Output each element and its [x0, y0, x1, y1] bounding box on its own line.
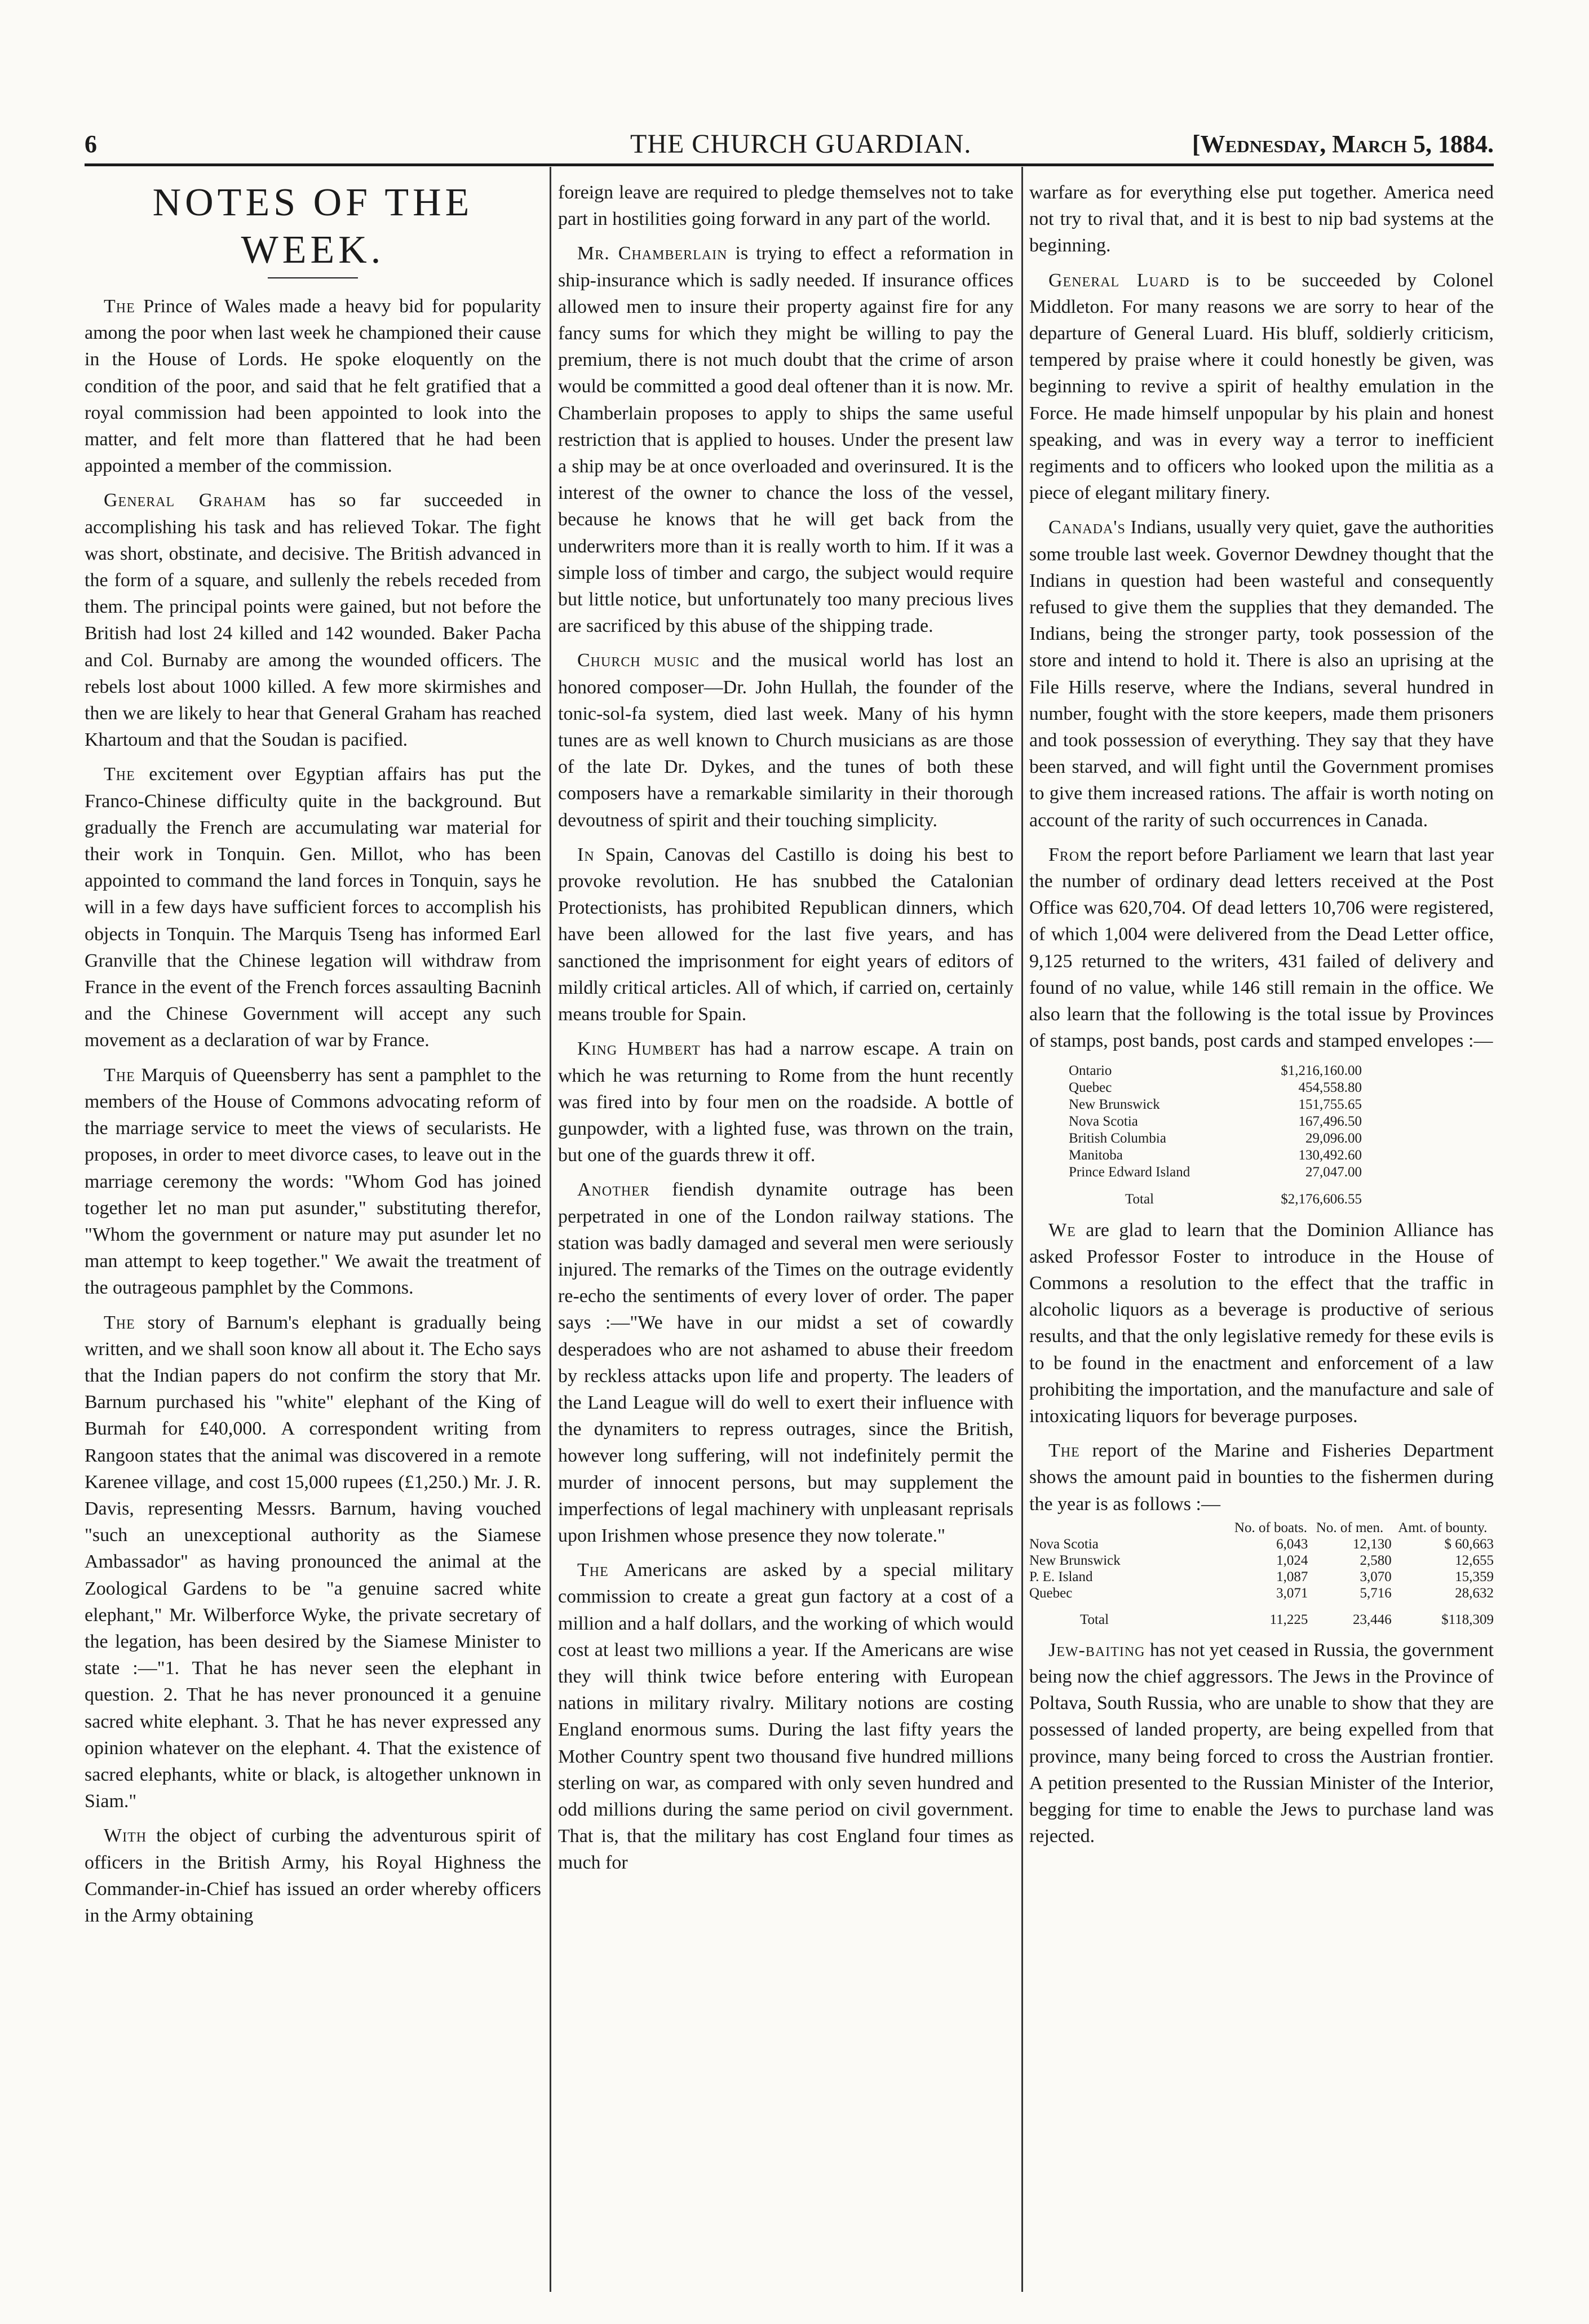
table-row [1069, 1147, 1362, 1164]
lead-word: The [1048, 1440, 1080, 1462]
paragraph-text: foreign leave are required to pledge themselves not to take part in hostilities going forward in any part of the world. [558, 182, 1013, 230]
table-row [1069, 1096, 1362, 1113]
article-paragraph [558, 1035, 1013, 1168]
paragraph-text: has so far succeeded in accomplishing his task and has relieved Tokar. The fight was short, obstinate, and decisive. The British advanced in the form of a square, and sullenly the rebels receded from them. The principal points were gained, but not before the British had lost 24 killed and 142 wounded. Baker Pacha and Col. Burnaby are among the wounded officers. The rebels lost about 1000 killed. A few more skirmishes and then we are likely to hear that General Graham has reached Khartoum and that the Soudan is pacified. [85, 490, 541, 751]
table-row [1069, 1164, 1362, 1181]
men-cell: 3,070 [1360, 1569, 1392, 1584]
article-paragraph [1029, 1637, 1494, 1850]
lead-word: The [104, 764, 135, 785]
paragraph-text: are glad to learn that the Dominion Alliance has asked Professor Foster to introduce in the House of Commons a resolution to the effect that the traffic in alcoholic liquors as a beverage is productive of serious results, and that the only legislative remedy for these evils is to be found in the enactment and enforcement of a law prohibiting the importation, and the manufacture and sale of intoxicating liquors for beverage purposes. [1029, 1219, 1494, 1427]
article-paragraph [558, 647, 1013, 833]
lead-word: General Luard [1048, 269, 1190, 291]
article-paragraph [1029, 267, 1494, 507]
amount-cell: $1,216,160.00 [1281, 1063, 1362, 1078]
total-row [1029, 1601, 1494, 1628]
men-total: 23,446 [1352, 1612, 1392, 1627]
column-2 [558, 179, 1013, 2299]
boats-cell: 3,071 [1276, 1585, 1308, 1601]
article-paragraph [1029, 514, 1494, 833]
paragraph-text: fiendish dynamite outrage has been perpetrated in one of the London railway stations. The station was badly damaged and several men were seriously injured. The remarks of the Times on the outrage evidently re-echo the sentiments of every lover of order. The paper says :—"We have in our midst a set of cowardly desperadoes who are not ashamed to abuse their freedom by reckless attacks upon life and property. The leaders of the Land League will do well to exert their influence with the dynamiters to repress outrages, since the British, however long suffering, will not indefinitely permit the murder of innocent persons, but may supplement the imperfections of legal machinery with unpleasant reprisals upon Irishmen whose presence they now tolerate." [558, 1179, 1013, 1546]
table-row [1069, 1063, 1362, 1079]
amount-cell: 151,755.65 [1298, 1096, 1362, 1112]
column-header: No. of boats. [1234, 1520, 1308, 1535]
article-paragraph [85, 1822, 541, 1929]
boats-cell: 6,043 [1276, 1536, 1308, 1552]
bounty-cell: 12,655 [1455, 1552, 1494, 1568]
column-3 [1029, 179, 1494, 2299]
paragraph-text: and the musical world has lost an honored composer—Dr. John Hullah, the founder of the tonic-sol-fa system, died last week. Many of his hymn tunes are as well known to Church musicians as are those of the late Dr. Dykes, and the tunes of both these composers have a remarkable similarity in their thorough devoutness of spirit and their touching simplicity. [558, 650, 1013, 831]
table-row [1069, 1113, 1362, 1130]
column-rule [1021, 167, 1023, 2292]
paragraph-text: excitement over Egyptian affairs has put the Franco-Chinese difficulty quite in the background. But gradually the French are accumulating war material for their work in Tonquin. Gen. Millot, who has been appointed to command the land forces in Tonquin, says he will in a few days have sufficient forces to accomplish his objects in Tonquin. The Marquis Tseng has informed Earl Granville that the Chinese legation will withdraw from France in the event of the French forces assaulting Bacninh and the Chinese Government will accept any such movement as a declaration of war by France. [85, 764, 541, 1051]
lead-word: The [104, 296, 135, 317]
article-paragraph [1029, 1437, 1494, 1517]
article-paragraph [1029, 842, 1494, 1055]
article-paragraph [85, 761, 541, 1053]
lead-word: From [1048, 844, 1092, 865]
province-cell: British Columbia [1069, 1130, 1166, 1146]
amount-cell: 130,492.60 [1298, 1147, 1362, 1163]
province-cell: Nova Scotia [1029, 1536, 1099, 1552]
bounty-cell: 28,632 [1455, 1585, 1494, 1601]
lead-word: Jew-baiting [1048, 1639, 1145, 1661]
boats-cell: 1,087 [1276, 1569, 1308, 1584]
province-cell: Prince Edward Island [1069, 1164, 1190, 1180]
province-cell: New Brunswick [1029, 1552, 1121, 1568]
article-paragraph [558, 1176, 1013, 1549]
paragraph-text: the report before Parliament we learn that last year the number of ordinary dead letters received at the Post Office was 620,704. Of dead letters 10,706 were registered, of which 1,004 were delivered from the Dead Letter office, 9,125 returned to the writers, 431 failed of delivery and found of no value, while 146 still remain in the office. We also learn that the following is the total issue by Provinces of stamps, post bands, post cards and stamped envelopes :— [1029, 844, 1494, 1052]
men-cell: 2,580 [1360, 1552, 1392, 1568]
paragraph-text: the object of curbing the adventurous spirit of officers in the British Army, his Royal Highness the Commander-in-Chief has issued an order whereby officers in the Army obtaining [85, 1825, 541, 1926]
column-1 [85, 179, 541, 2299]
boats-total: 11,225 [1269, 1612, 1308, 1627]
page-header [85, 125, 1494, 160]
issue-date: [Wednesday, March 5, 1884. [1192, 130, 1494, 158]
men-cell: 5,716 [1360, 1585, 1392, 1601]
paragraph-text: is trying to effect a reformation in ship-insurance which is sadly needed. If insurance offices allowed men to insure their property against fire for any fancy sums for which they might be willing to pay the premium, there is not much doubt that the crime of arson would be committed a good deal oftener than it is now. Mr. Chamberlain proposes to apply to ships the same useful restriction that is applied to houses. Under the present law a ship may be at once overloaded and overinsured. It is the interest of the owner to chance the loss of the vessel, because he knows that he will get back from the underwriters more than it is really worth to him. If it was a simple loss of timber and cargo, the subject would require but little notice, but unfortunately too many precious lives are sacrificed by this abuse of the shipping trade. [558, 243, 1013, 637]
amount-cell: 27,047.00 [1305, 1164, 1362, 1180]
newspaper-title: THE CHURCH GUARDIAN. [630, 129, 972, 159]
paragraph-text: Americans are asked by a special military commission to create a great gun factory at a cost of a million and a half dollars, and the working of which would cost at least two millions a year. If the Americans are wise they will think twice before entering with European nations in military rivalry. Military notions are costing England enormous sums. During the last fifty years the Mother Country spent two thousand five hundred millions sterling on war, as compared with only seven hundred and odd millions during the same period on civil government. That is, that the military has cost England four times as much for [558, 1560, 1013, 1874]
province-cell: Quebec [1069, 1079, 1112, 1095]
table-row [1029, 1552, 1494, 1569]
article-paragraph [85, 487, 541, 753]
article-paragraph [558, 240, 1013, 639]
paragraph-text: story of Barnum's elephant is gradually being written, and we shall soon know all about it. The Echo says that the Indian papers do not confirm the story that Mr. Barnum purchased his "white" elephant of the King of Burmah for £40,000. A correspondent writing from Rangoon states that the animal was discovered in a remote Karenee village, and cost 15,000 rupees (£1,250.) Mr. J. R. Davis, representing Messrs. Barnum, having vouched "such an unexceptional authority as the Siamese Ambassador" as having pronounced the animal at the Zoological Gardens to be "a genuine sacred white elephant," Mr. Wilberforce Wyke, the private secretary of the legation, has been desired by the Siamese Minister to state :—"1. That he has never seen the elephant in question. 2. That he has never pronounced it a genuine sacred white elephant. 3. That he has never expressed any opinion whatever on the elephant. 4. That the existence of sacred elephants, white or black, is altogether unknown in Siam." [85, 1312, 541, 1812]
paragraph-text: Marquis of Queensberry has sent a pamphlet to the members of the House of Commons advocating reform of the marriage service to meet the views of secularists. He proposes, in order to meet divorce cases, to leave out in the marriage ceremony the words: "Whom God has joined together let no man put asunder," substituting therefor, "Whom the government or nature may put asunder let no man attempt to keep together." We await the treatment of the outrageous pamphlet by the Commons. [85, 1064, 541, 1299]
article-paragraph [1029, 1217, 1494, 1430]
men-cell: 12,130 [1352, 1536, 1392, 1552]
article-paragraph [85, 1309, 541, 1815]
province-cell: Ontario [1069, 1063, 1112, 1078]
province-cell: New Brunswick [1069, 1096, 1160, 1112]
lead-word: General Graham [104, 490, 267, 511]
paragraph-text: Prince of Wales made a heavy bid for popularity among the poor when last week he championed their cause in the House of Lords. He spoke eloquently on the condition of the poor, and said that he felt gratified that a royal commission had been appointed to look into the matter, and felt more than flattered that he had been appointed a member of the commission. [85, 296, 541, 477]
paragraph-text: Spain, Canovas del Castillo is doing his best to provoke revolution. He has snubbed the Catalonian Protectionists, has prohibited Republican dinners, which have been allowed for the last five years, and has sanctioned the imprisonment for eight years of editors of mildly critical articles. All of which, if carried on, certainly means trouble for Spain. [558, 844, 1013, 1025]
lead-word: Another [577, 1179, 650, 1201]
province-cell: Manitoba [1069, 1147, 1123, 1163]
bounty-table [1029, 1520, 1494, 1628]
province-cell: Quebec [1029, 1585, 1073, 1601]
lead-word: Canada's [1048, 517, 1126, 538]
table-row [1029, 1569, 1494, 1585]
lead-word: The [104, 1064, 135, 1086]
stamps-table [1029, 1063, 1494, 1208]
table-row [1029, 1536, 1494, 1552]
header-rule [85, 163, 1494, 166]
article-paragraph [1029, 179, 1494, 259]
table-row [1029, 1585, 1494, 1601]
boats-cell: 1,024 [1276, 1552, 1308, 1568]
bounty-total: $118,309 [1441, 1612, 1494, 1627]
article-paragraph [85, 293, 541, 479]
lead-word: In [577, 844, 595, 865]
paragraph-text: has not yet ceased in Russia, the government being now the chief aggressors. The Jews in the Province of Poltava, South Russia, who are unable to show that they are possessed of landed property, are being expelled from that province, many being forced to cross the Austrian frontier. A petition presented to the Russian Minister of the Interior, begging for time to enable the Jews to purchase land was rejected. [1029, 1639, 1494, 1847]
bounty-cell: 15,359 [1455, 1569, 1494, 1584]
total-row [1069, 1181, 1362, 1208]
article-paragraph [558, 842, 1013, 1028]
lead-word: The [104, 1312, 135, 1333]
column-header: No. of men. [1316, 1520, 1384, 1535]
paragraph-text: report of the Marine and Fisheries Department shows the amount paid in bounties to the fishermen during the year is as follows :— [1029, 1440, 1494, 1515]
amount-cell: 167,496.50 [1298, 1113, 1362, 1129]
title-rule [268, 277, 358, 278]
bounty-cell: $ 60,663 [1444, 1536, 1494, 1552]
province-cell: P. E. Island [1029, 1569, 1093, 1584]
table-row [1069, 1130, 1362, 1147]
article-paragraph [85, 1062, 541, 1302]
province-cell: Nova Scotia [1069, 1113, 1138, 1129]
lead-word: Church music [577, 650, 700, 671]
article-paragraph [558, 179, 1013, 232]
section-title: NOTES OF THE WEEK. [152, 181, 473, 272]
table-header-row [1029, 1520, 1494, 1536]
total-label: Total [1080, 1612, 1109, 1627]
paragraph-text: is to be succeeded by Colonel Middleton. For many reasons we are sorry to hear of the departure of General Luard. His bluff, soldierly criticism, tempered by praise where it could honestly be given, was beginning to revive a spirit of healthy emulation in the Force. He made himself unpopular by his plain and honest speaking, and was in every way a terror to inefficient regiments and to officers who looked upon the militia as a piece of elegant military finery. [1029, 269, 1494, 504]
lead-word: With [104, 1825, 147, 1847]
amount-cell: 29,096.00 [1305, 1130, 1362, 1146]
total-label: Total [1125, 1191, 1154, 1207]
lead-word: The [577, 1560, 609, 1581]
table-row [1069, 1079, 1362, 1096]
lead-word: We [1048, 1219, 1076, 1241]
paragraph-text: warfare as for everything else put together. America need not try to rival that, and it is best to nip bad systems at the beginning. [1029, 182, 1494, 256]
total-amount: $2,176,606.55 [1281, 1191, 1362, 1207]
article-paragraph [558, 1557, 1013, 1876]
column-header: Amt. of bounty. [1398, 1520, 1488, 1535]
lead-word: Mr. Chamberlain [577, 243, 728, 264]
lead-word: King Humbert [577, 1038, 701, 1060]
page-number: 6 [85, 130, 97, 158]
amount-cell: 454,558.80 [1298, 1079, 1362, 1095]
paragraph-text: Indians, usually very quiet, gave the authorities some trouble last week. Governor Dewdney thought that the Indians in question had been wasteful and consequently refused to give them the supplies that they demanded. The Indians, being the stronger party, took possession of the store and intend to hold it. There is also an uprising at the File Hills reserve, where the Indians, several hundred in number, fought with the store keepers, made them prisoners and took possession of everything. They say that they have been starved, and will fight until the Government promises to give them increased rations. The affair is worth noting on account of the rarity of such occurrences in Canada. [1029, 517, 1494, 831]
column-rule [550, 167, 551, 2292]
paragraph-text: has had a narrow escape. A train on which he was returning to Rome from the hunt recently was fired into by four men on the roadside. A bottle of gunpowder, with a lighted fuse, was thrown on the train, but one of the guards threw it off. [558, 1038, 1013, 1166]
